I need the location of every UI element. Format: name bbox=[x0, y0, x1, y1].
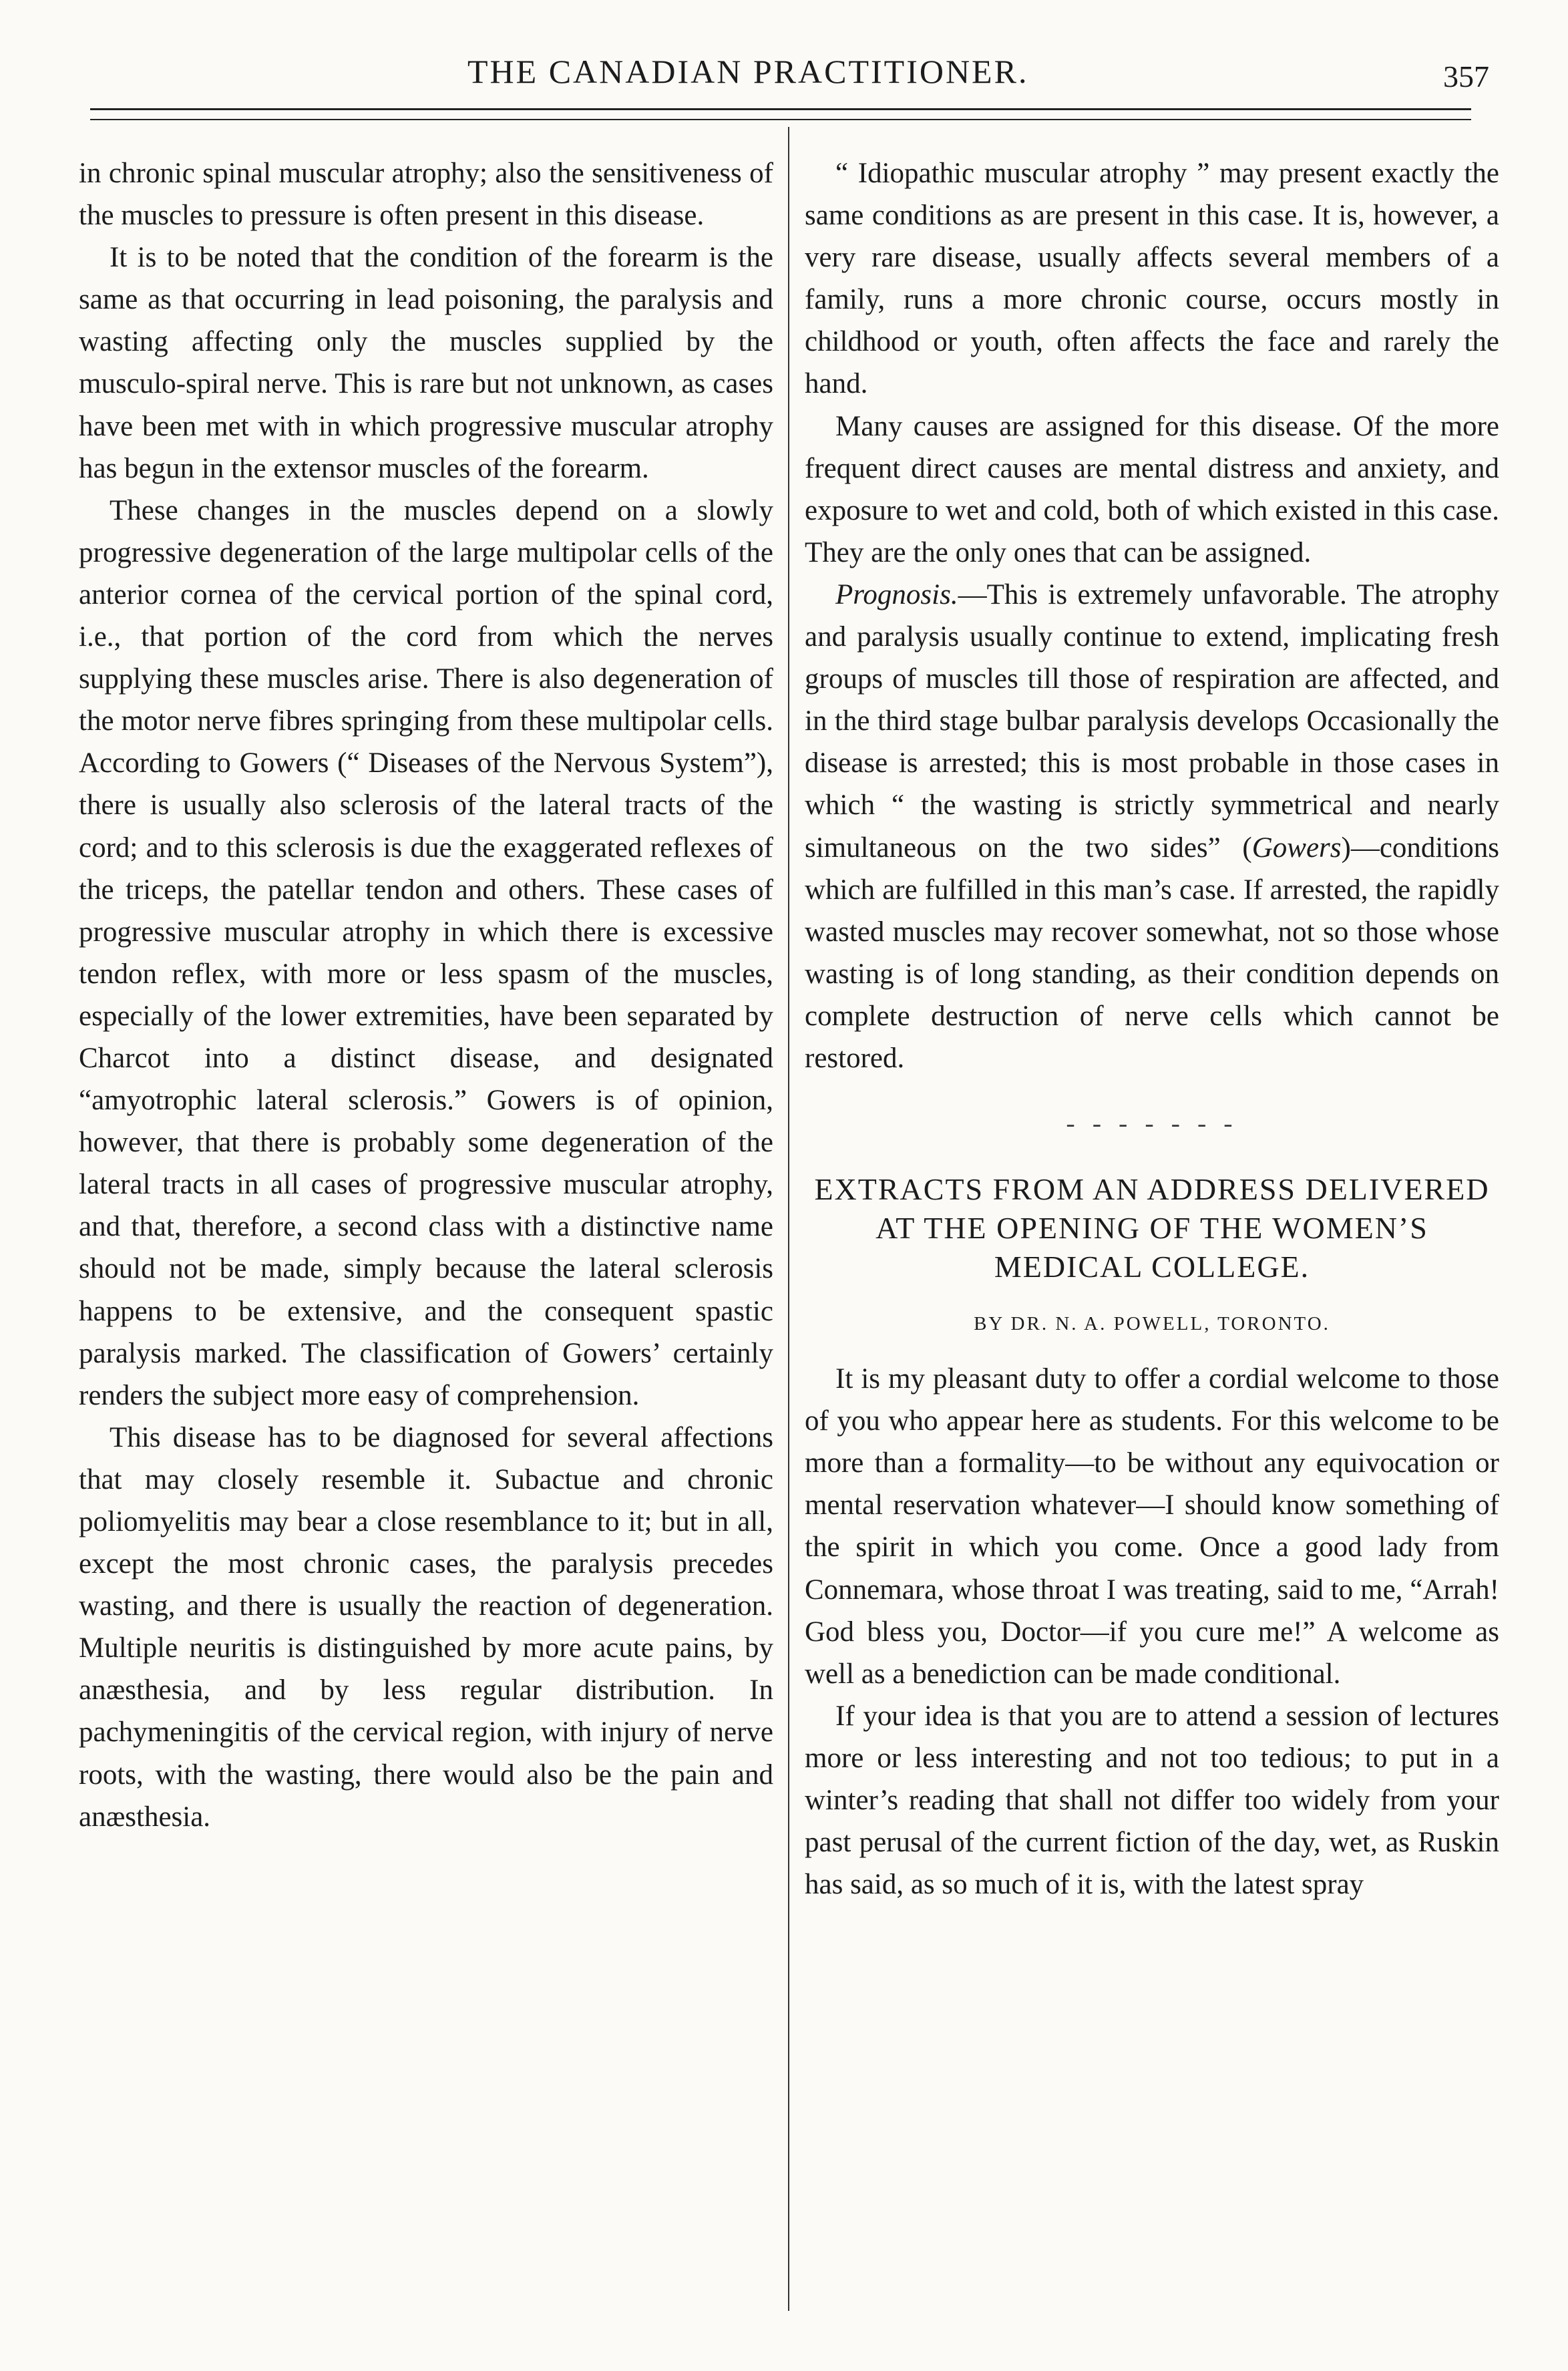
section-divider: - - - - - - - bbox=[1066, 1108, 1238, 1139]
prognosis-label: Prognosis. bbox=[835, 578, 958, 610]
left-paragraph-1: in chronic spinal muscular atrophy; also the sensitiveness of the muscles to pressure is often present in this disease. bbox=[79, 158, 773, 232]
left-paragraph-3: These changes in the muscles depend on a slowly progressive degeneration of the large multipolar cells of the anterior cornea of the cervical portion of the spinal cord, i.e., that portion of the cord from which the nerves supplying these muscles arise. There is also degeneration of the motor nerve fibres springing from these multipolar cells. According to Gowers (“ Diseases of the Nervous System”), there is usually also sclerosis of the lateral tracts of the cord; and to this sclerosis is due the exaggerated reflexes of the triceps, the patellar tendon and others. These cases of progressive muscular atrophy in which there is excessive tendon reflex, with more or less spasm of the muscles, especially of the lower extremities, have been separated by Charcot into a distinct disease, and designated “amyotrophic lateral sclerosis.” Gowers is of opinion, however, that there is probably some degeneration of the lateral tracts in all cases of progressive muscular atrophy, and that, therefore, a second class with a distinctive name should not be made, simply because the lateral sclerosis happens to be extensive, and the consequent spastic paralysis marked. The classification of Gowers’ certainly renders the subject more easy of comprehension. bbox=[79, 494, 773, 1411]
left-paragraph-2: It is to be noted that the condition of the forearm is the same as that occurring in lead poisoning, the paralysis and wasting affecting only the muscles supplied by the musculo-spiral nerve. This is rare but not unknown, as cases have been met with in which progressive muscular atrophy has begun in the extensor muscles of the forearm. bbox=[79, 242, 773, 484]
column-divider bbox=[788, 127, 789, 2311]
prognosis-text-2: )—conditions which are fulfilled in this man’s case. If arrested, the rapidly wasted muscles may recover somewhat, not so those whose wasting is of long standing, as their condition depends on complete destruction of nerve cells which cannot be restored. bbox=[805, 832, 1499, 1074]
header-rule-top bbox=[90, 108, 1471, 110]
right-paragraph-1: “ Idiopathic muscular atrophy ” may present exactly the same conditions as are present in this case. It is, however, a very rare disease, usually affects several members of a family, runs a more chronic course, occurs mostly in childhood or youth, often affects the face and rarely the hand. bbox=[805, 158, 1499, 400]
prognosis-paragraph bbox=[805, 574, 1499, 1079]
prognosis-text-1: —This is extremely unfavorable. The atrophy and paralysis usually continue to extend, implicating fresh groups of muscles till those of respiration are affected, and in the third stage bulbar paralysis develops Occasionally the disease is arrested; this is most probable in those cases in which “ the wasting is strictly symmetrical and nearly simultaneous on the two sides” ( bbox=[805, 578, 1499, 864]
left-paragraph-4: This disease has to be diagnosed for several affections that may closely resemble it. Subactue and chronic poliomyelitis may bear a close resemblance to it; but in all, except the most chronic cases, the paralysis precedes wasting, and there is usually the reaction of degeneration. Multiple neuritis is distinguished by more acute pains, by anæsthesia, and by less regular distribution. In pachymeningitis of the cervical region, with injury of nerve roots, with the wasting, there would also be the pain and anæsthesia. bbox=[79, 1421, 773, 1833]
article-byline: BY DR. N. A. POWELL, TORONTO. bbox=[974, 1313, 1330, 1335]
running-head bbox=[0, 52, 1568, 99]
address-paragraph-2: If your idea is that you are to attend a session of lectures more or less interesting and not too tedious; to put in a winter’s reading that shall not differ too widely from your past perusal of the current fiction of the day, wet, as Ruskin has said, as so much of it is, with the latest spray bbox=[805, 1700, 1499, 1901]
right-column bbox=[805, 152, 1499, 1905]
address-paragraph-1: It is my pleasant duty to offer a cordial welcome to those of you who appear here as students. For this welcome to be more than a formality—to be without any equivocation or mental reservation whatever—I should know something of the spirit in which you come. Once a good lady from Connemara, whose throat I was treating, said to me, “Arrah! God bless you, Doctor—if you cure me!” A welcome as well as a benediction can be made conditional. bbox=[805, 1363, 1499, 1690]
page-number: 357 bbox=[1443, 59, 1489, 94]
prognosis-citation: Gowers bbox=[1251, 832, 1342, 864]
left-column bbox=[79, 152, 773, 1838]
journal-title: THE CANADIAN PRACTITIONER. bbox=[467, 53, 1029, 90]
article-title: EXTRACTS FROM AN ADDRESS DELIVERED AT THE OPENING OF THE WOMEN’S MEDICAL COLLEGE. bbox=[814, 1172, 1490, 1284]
right-paragraph-2: Many causes are assigned for this disease. Of the more frequent direct causes are mental distress and anxiety, and exposure to wet and cold, both of which existed in this case. They are the only ones that can be assigned. bbox=[805, 410, 1499, 568]
header-rule-bottom bbox=[90, 119, 1471, 120]
